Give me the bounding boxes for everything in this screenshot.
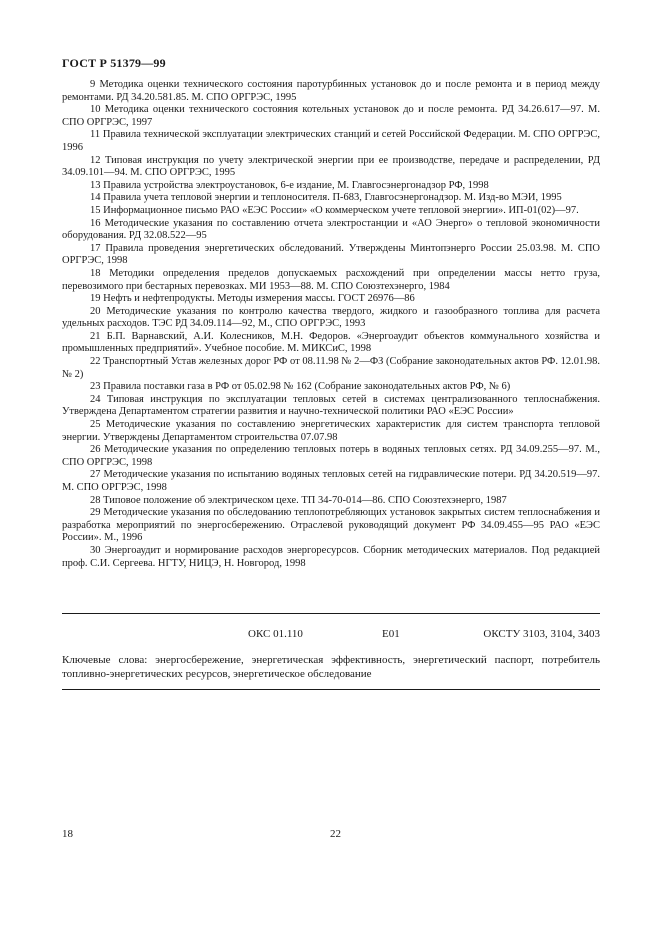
reference-item: 21 Б.П. Варнавский, А.И. Колесников, М.Н. Федоров. «Энергоаудит объектов коммунального хозяйства и промышленных предприятий». Учебное пособие. М. МИКСиС, 1998 [62, 330, 600, 355]
reference-item: 16 Методические указания по составлению отчета электростанции и «АО Энерго» о тепловой экономичности оборудования. РД 32.08.522—95 [62, 217, 600, 242]
okstu-code: ОКСТУ 3103, 3104, 3403 [483, 628, 600, 640]
reference-item: 26 Методические указания по определению тепловых потерь в водяных тепловых сетях. РД 34.09.255—97. М., СПО ОРГРЭС, 1998 [62, 444, 600, 468]
reference-item: 27 Методические указания по испытанию водяных тепловых сетей на гидравлические потери. РД 34.20.519—97. М. СПО ОРГРЭС, 1998 [62, 469, 600, 493]
keywords: Ключевые слова: энергосбережение, энергетическая эффективность, энергетический паспорт, потребитель топливно-энергетических ресурсов, энергетическое обследование [62, 654, 600, 680]
classification-line [62, 628, 600, 642]
reference-item: 13 Правила устройства электроустановок, 6-е издание, М. Главгосэнергонадзор РФ, 1998 [90, 179, 489, 191]
reference-item: 14 Правила учета тепловой энергии и теплоносителя. П-683, Главгосэнергонадзор. М. Изд-во МЭИ, 1995 [90, 192, 562, 204]
okc-code: ОКС 01.110 [248, 628, 303, 640]
bottom-divider [62, 689, 600, 690]
page-number-center: 22 [330, 828, 341, 840]
reference-item: 29 Методические указания по обследованию теплопотребляющих установок закрытых систем теплоснабжения и разработка мероприятий по энергосбережению. Отраслевой руководящий документ РФ 34.09.455—95 РАО «ЕЭС России». М., 1996 [62, 507, 600, 544]
document-header: ГОСТ Р 51379—99 [62, 56, 166, 70]
reference-item: 12 Типовая инструкция по учету электрической энергии при ее производстве, передаче и распределении, РД 34.09.101—94. М. СПО ОРГРЭС, 1995 [62, 154, 600, 179]
reference-item: 10 Методика оценки технического состояния котельных установок до и после ремонта. РД 34.26.617—97. М. СПО ОРГРЭС, 1997 [62, 104, 600, 128]
reference-list [62, 79, 600, 570]
top-divider [62, 613, 600, 614]
reference-item: 23 Правила поставки газа в РФ от 05.02.98 № 162 (Собрание законодательных актов РФ, № 6) [90, 381, 511, 393]
e-code: Е01 [382, 628, 400, 640]
reference-item: 30 Энергоаудит и нормирование расходов энергоресурсов. Сборник методических материалов. Под редакцией проф. С.И. Сергеева. НГТУ, НИЦЭ, Н. Новгород, 1998 [62, 544, 600, 569]
reference-item: 15 Информационное письмо РАО «ЕЭС России» «О коммерческом учете тепловой энергии». ИП-01(02)—97. [90, 204, 579, 216]
page-number-left: 18 [62, 828, 73, 840]
reference-item: 20 Методические указания по контролю качества твердого, жидкого и газообразного топлива для расчета удельных расходов. ТЭС РД 34.09.114—92, М., СПО ОРГРЭС, 1993 [62, 305, 600, 330]
reference-item: 28 Типовое положение об электрическом цехе. ТП 34-70-014—86. СПО Союзтехэнерго, 1987 [90, 494, 507, 506]
reference-item: 9 Методика оценки технического состояния паротурбинных установок до и после ремонта и в период между ремонтами. РД 34.20.581.85. М. СПО ОРГРЭС, 1995 [62, 79, 600, 103]
reference-item: 11 Правила технической эксплуатации электрических станций и сетей Российской Федерации. М. СПО ОРГРЭС, 1996 [62, 129, 600, 153]
reference-item: 25 Методические указания по составлению энергетических характеристик для систем транспорта тепловой энергии. Утверждены Департаментом строительства 07.07.98 [62, 419, 600, 443]
reference-item: 22 Транспортный Устав железных дорог РФ от 08.11.98 № 2—ФЗ (Собрание законодательных актов РФ. 12.01.98. № 2) [62, 356, 600, 380]
reference-item: 18 Методики определения пределов допускаемых расхождений при определении массы нетто груза, перевозимого при бестарных перевозках. МИ 1953—88. М. СПО Союзтехэнерго, 1984 [62, 267, 600, 292]
reference-item: 17 Правила проведения энергетических обследований. Утверждены Минтопэнерго России 25.03.98. М. СПО ОРГРЭС, 1998 [62, 242, 600, 267]
reference-item: 24 Типовая инструкция по эксплуатации тепловых сетей в системах централизованного теплоснабжения. Утверждена Департаментом стратегии развития и научно-технической политики РАО «ЕЭС России» [62, 393, 600, 418]
reference-item: 19 Нефть и нефтепродукты. Методы измерения массы. ГОСТ 26976—86 [90, 293, 415, 305]
